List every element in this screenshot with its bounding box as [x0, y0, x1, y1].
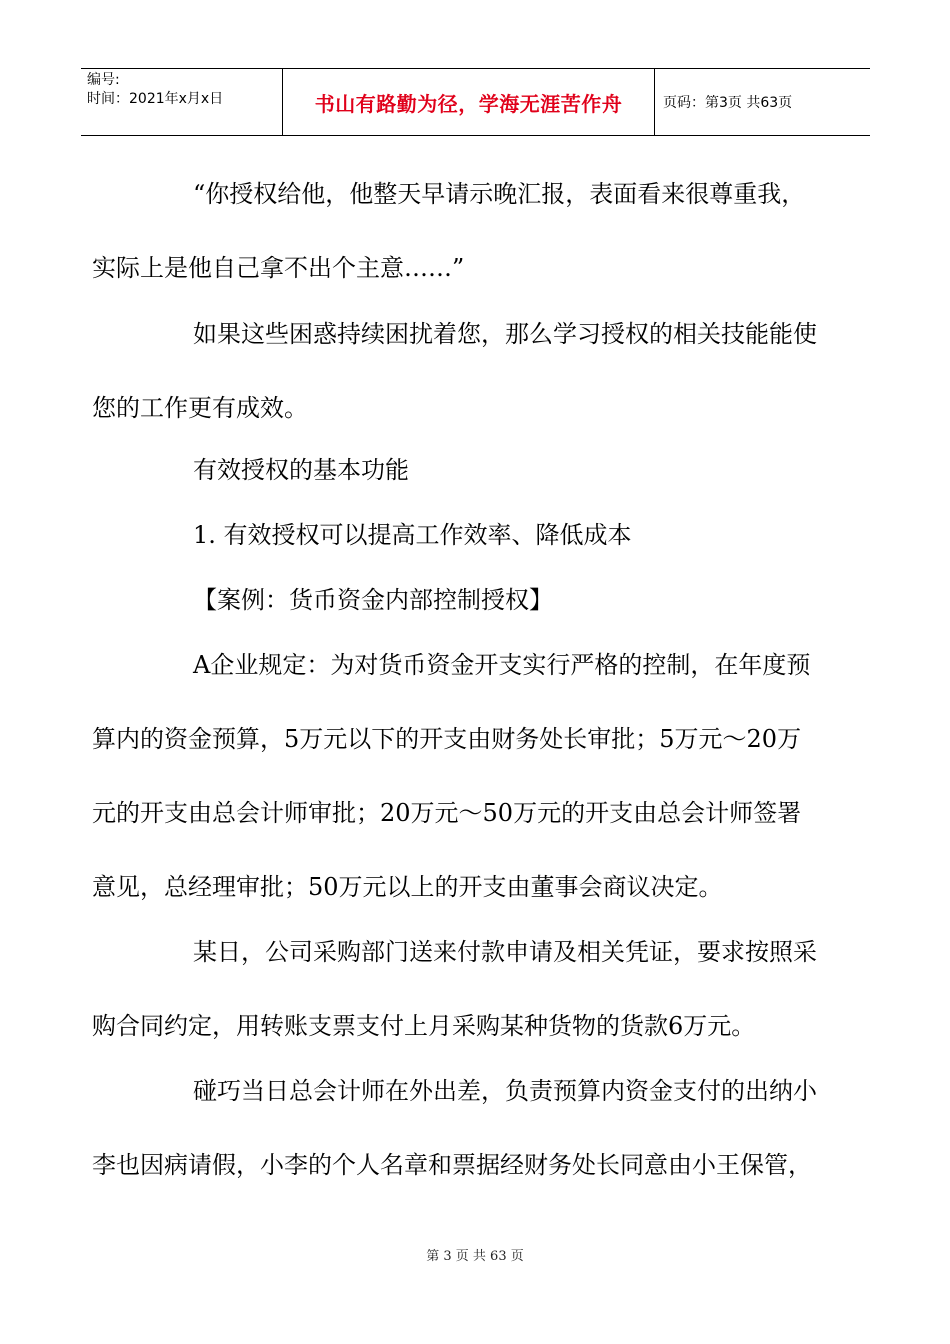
body-line: 如果这些困惑持续困扰着您，那么学习授权的相关技能能使 — [193, 320, 817, 348]
numbered-item: 1. 有效授权可以提高工作效率、降低成本 — [193, 521, 632, 549]
case-title: 【案例：货币资金内部控制授权】 — [193, 586, 553, 614]
body-line: 购合同约定，用转账支票支付上月采购某种货物的货款6万元。 — [92, 1012, 756, 1040]
body-line: 您的工作更有成效。 — [92, 394, 308, 422]
header-motto: 书山有路勤为径，学海无涯苦作舟 — [283, 69, 655, 135]
header-meta-cell — [81, 69, 283, 135]
body-line: 元的开支由总会计师审批；20万元～50万元的开支由总会计师签署 — [92, 799, 802, 827]
page-header — [81, 68, 870, 136]
section-heading: 有效授权的基本功能 — [193, 456, 409, 484]
document-number-label: 编号: — [87, 72, 120, 88]
body-line: 某日，公司采购部门送来付款申请及相关凭证，要求按照采 — [193, 938, 817, 966]
body-line: 李也因病请假，小李的个人名章和票据经财务处长同意由小王保管， — [92, 1151, 812, 1179]
page-footer: 第 3 页 共 63 页 — [426, 1249, 524, 1264]
body-line: 碰巧当日总会计师在外出差，负责预算内资金支付的出纳小 — [193, 1077, 817, 1105]
body-line: 意见，总经理审批；50万元以上的开支由董事会商议决定。 — [92, 873, 723, 901]
header-page-info: 页码：第3页 共63页 — [663, 95, 793, 111]
body-line: A企业规定：为对货币资金开支实行严格的控制，在年度预 — [193, 651, 811, 679]
body-line: “你授权给他，他整天早请示晚汇报，表面看来很尊重我， — [193, 180, 806, 208]
body-line: 算内的资金预算，5万元以下的开支由财务处长审批；5万元～20万 — [92, 725, 802, 753]
body-line: 实际上是他自己拿不出个主意……” — [92, 254, 465, 282]
document-date: 时间：2021年x月x日 — [87, 91, 224, 107]
